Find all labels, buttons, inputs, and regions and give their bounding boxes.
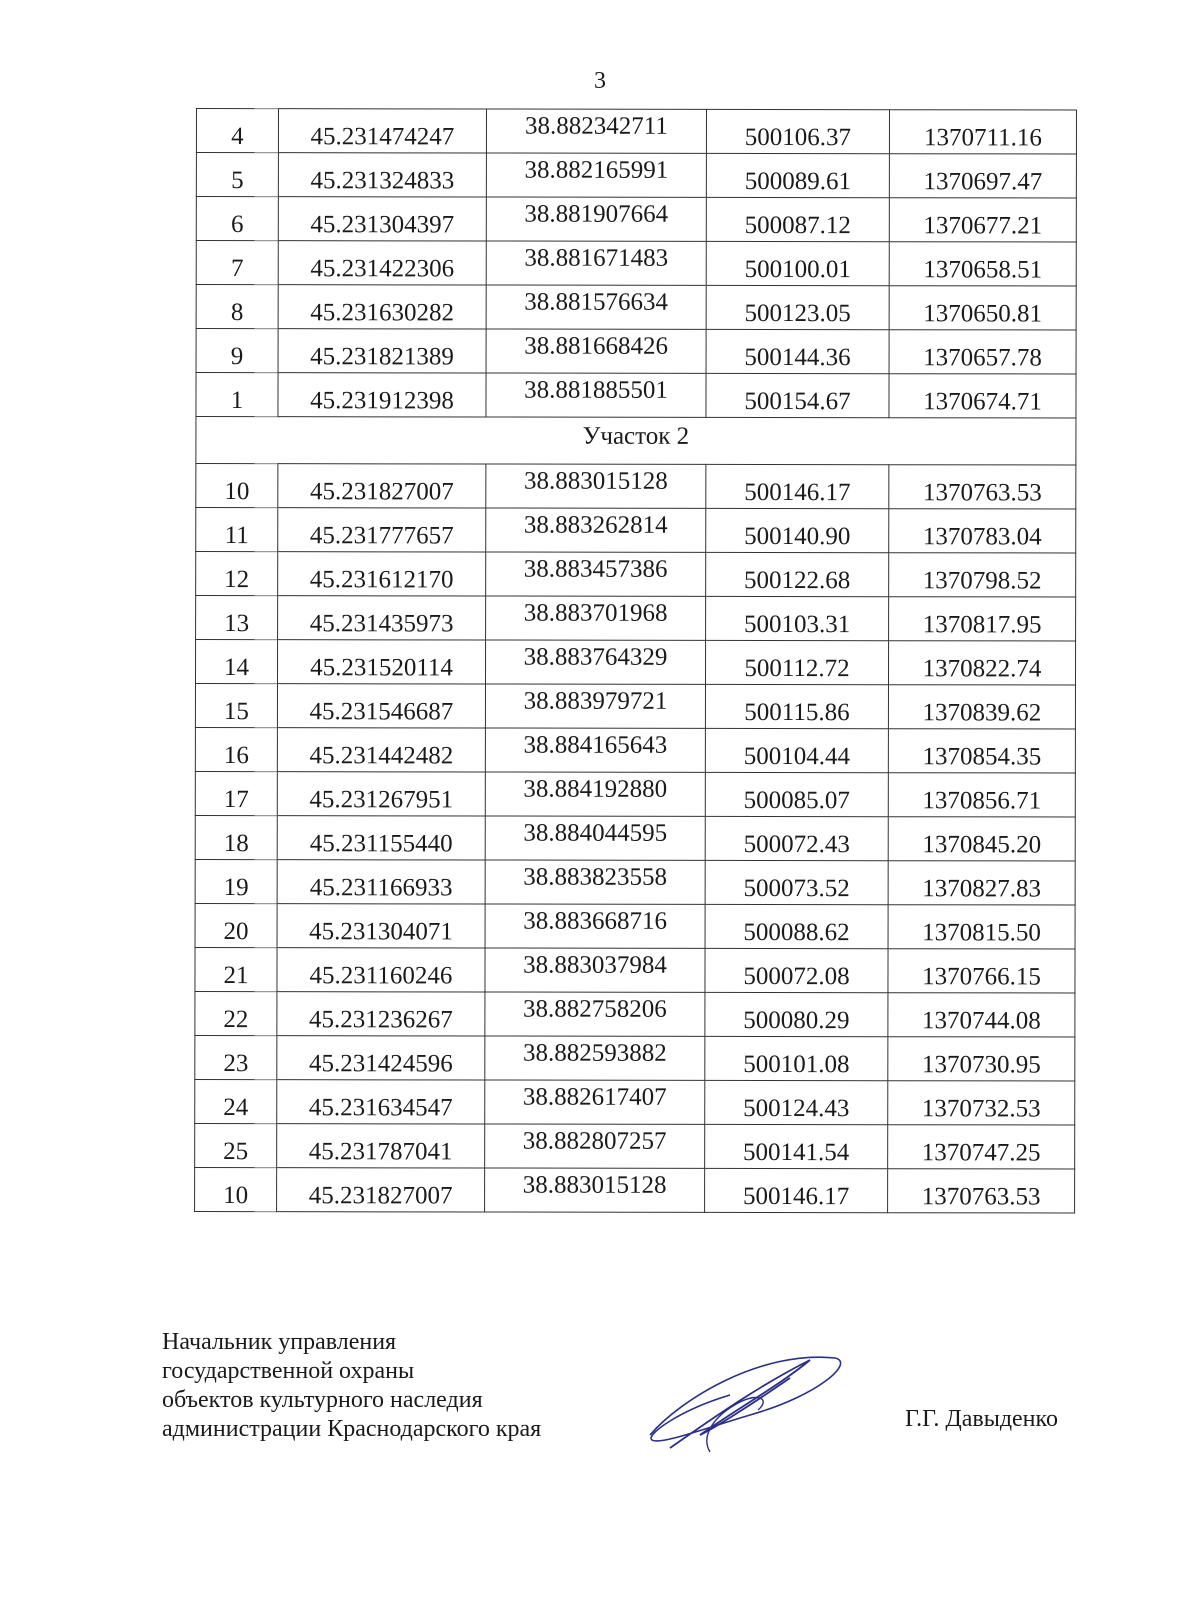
y-coordinate-cell: 1370744.08 [888,993,1075,1037]
table-row [196,464,1076,510]
latitude-cell: 45.231777657 [278,508,486,552]
y-coordinate-cell: 1370845.20 [888,817,1075,861]
longitude-cell: 38.882617407 [485,1080,705,1124]
point-number-cell: 9 [196,329,278,373]
x-coordinate-cell: 500072.43 [705,816,888,860]
point-number-cell: 14 [195,640,277,684]
longitude-cell: 38.882807257 [485,1124,705,1168]
coordinates-table [194,108,1077,1214]
y-coordinate-cell: 1370658.51 [889,242,1076,286]
point-number-cell: 21 [195,947,277,991]
y-coordinate-cell: 1370763.53 [888,1169,1075,1213]
longitude-cell: 38.883979721 [485,684,705,728]
table-row [195,991,1075,1037]
longitude-cell: 38.883823558 [485,860,705,904]
point-number-cell: 1 [196,373,278,417]
latitude-cell: 45.231520114 [277,640,485,684]
coordinates-table-body [195,109,1077,1214]
table-row [195,815,1075,861]
longitude-cell: 38.881907664 [486,197,706,241]
longitude-cell: 38.882758206 [485,992,705,1036]
longitude-cell: 38.881668426 [486,329,706,373]
longitude-cell: 38.884192880 [485,772,705,816]
latitude-cell: 45.231324833 [278,153,486,197]
x-coordinate-cell: 500080.29 [705,992,888,1036]
latitude-cell: 45.231422306 [278,241,486,285]
y-coordinate-cell: 1370766.15 [888,949,1075,993]
table-row [196,109,1076,155]
latitude-cell: 45.231155440 [277,816,485,860]
latitude-cell: 45.231442482 [277,728,485,772]
section-label: Участок 2 [196,417,1076,466]
y-coordinate-cell: 1370674.71 [889,374,1076,418]
table-row [195,859,1075,905]
latitude-cell: 45.231304071 [277,904,485,948]
section-row [196,417,1076,466]
point-number-cell: 8 [196,285,278,329]
table-row [196,197,1076,243]
longitude-cell: 38.882593882 [485,1036,705,1080]
latitude-cell: 45.231634547 [277,1080,485,1124]
longitude-cell: 38.883457386 [486,552,706,596]
x-coordinate-cell: 500146.17 [705,1168,888,1212]
latitude-cell: 45.231630282 [278,285,486,329]
point-number-cell: 19 [195,859,277,903]
signer-name: Г.Г. Давыденко [905,1406,1058,1432]
x-coordinate-cell: 500115.86 [705,684,888,728]
x-coordinate-cell: 500146.17 [706,464,889,508]
table-row [195,1079,1075,1125]
signatory-position-line: Начальник управления [162,1329,397,1355]
point-number-cell: 13 [196,596,278,640]
latitude-cell: 45.231912398 [278,373,486,417]
y-coordinate-cell: 1370783.04 [889,509,1076,553]
latitude-cell: 45.231304397 [278,197,486,241]
point-number-cell: 10 [195,1167,277,1211]
longitude-cell: 38.881885501 [486,373,706,417]
x-coordinate-cell: 500144.36 [706,329,889,373]
table-row [195,947,1075,993]
latitude-cell: 45.231424596 [277,1036,485,1080]
latitude-cell: 45.231236267 [277,992,485,1036]
table-row [195,1167,1075,1213]
point-number-cell: 25 [195,1123,277,1167]
y-coordinate-cell: 1370839.62 [888,685,1075,729]
signatory-position-line: объектов культурного наследия [162,1387,483,1413]
longitude-cell: 38.883764329 [485,640,705,684]
handwritten-signature [640,1340,850,1460]
longitude-cell: 38.881576634 [486,285,706,329]
signatory-position [162,1328,541,1444]
latitude-cell: 45.231160246 [277,948,485,992]
y-coordinate-cell: 1370815.50 [888,905,1075,949]
y-coordinate-cell: 1370711.16 [889,110,1076,154]
point-number-cell: 17 [195,771,277,815]
signatory-position-line: администрации Краснодарского края [162,1416,542,1442]
latitude-cell: 45.231166933 [277,860,485,904]
x-coordinate-cell: 500104.44 [705,728,888,772]
x-coordinate-cell: 500123.05 [706,285,889,329]
x-coordinate-cell: 500103.31 [706,596,889,640]
table-row [196,508,1076,554]
latitude-cell: 45.231435973 [278,596,486,640]
latitude-cell: 45.231787041 [277,1124,485,1168]
table-row [195,640,1075,686]
longitude-cell: 38.883668716 [485,904,705,948]
table-row [196,552,1076,598]
table-row [196,153,1076,199]
point-number-cell: 18 [195,815,277,859]
point-number-cell: 6 [196,197,278,241]
y-coordinate-cell: 1370798.52 [889,553,1076,597]
y-coordinate-cell: 1370827.83 [888,861,1075,905]
x-coordinate-cell: 500088.62 [705,904,888,948]
latitude-cell: 45.231474247 [278,109,486,153]
signatory-position-line: государственной охраны [162,1358,415,1384]
table-row [196,329,1076,375]
y-coordinate-cell: 1370822.74 [888,641,1075,685]
longitude-cell: 38.882165991 [486,153,706,197]
point-number-cell: 4 [196,109,278,153]
longitude-cell: 38.884165643 [485,728,705,772]
x-coordinate-cell: 500089.61 [706,153,889,197]
y-coordinate-cell: 1370763.53 [889,465,1076,509]
y-coordinate-cell: 1370650.81 [889,286,1076,330]
x-coordinate-cell: 500085.07 [705,772,888,816]
table-row [196,596,1076,642]
table-row [196,373,1076,419]
table-row [195,727,1075,773]
y-coordinate-cell: 1370730.95 [888,1037,1075,1081]
y-coordinate-cell: 1370732.53 [888,1081,1075,1125]
table-row [195,1035,1075,1081]
point-number-cell: 24 [195,1079,277,1123]
point-number-cell: 11 [196,508,278,552]
x-coordinate-cell: 500100.01 [706,241,889,285]
x-coordinate-cell: 500106.37 [706,109,889,153]
x-coordinate-cell: 500140.90 [706,508,889,552]
y-coordinate-cell: 1370657.78 [889,330,1076,374]
x-coordinate-cell: 500087.12 [706,197,889,241]
longitude-cell: 38.884044595 [485,816,705,860]
longitude-cell: 38.883037984 [485,948,705,992]
point-number-cell: 23 [195,1035,277,1079]
point-number-cell: 10 [196,464,278,508]
page-number: 3 [594,68,606,94]
point-number-cell: 12 [196,552,278,596]
x-coordinate-cell: 500154.67 [706,373,889,417]
x-coordinate-cell: 500141.54 [705,1124,888,1168]
latitude-cell: 45.231612170 [278,552,486,596]
point-number-cell: 22 [195,991,277,1035]
table-row [195,903,1075,949]
latitude-cell: 45.231821389 [278,329,486,373]
table-row [196,241,1076,287]
longitude-cell: 38.883701968 [486,596,706,640]
point-number-cell: 5 [196,153,278,197]
longitude-cell: 38.883015128 [486,464,706,508]
latitude-cell: 45.231267951 [277,772,485,816]
table-row [195,684,1075,730]
point-number-cell: 15 [195,684,277,728]
x-coordinate-cell: 500073.52 [705,860,888,904]
y-coordinate-cell: 1370854.35 [888,729,1075,773]
table-row [195,771,1075,817]
y-coordinate-cell: 1370817.95 [889,597,1076,641]
y-coordinate-cell: 1370697.47 [889,154,1076,198]
x-coordinate-cell: 500112.72 [705,640,888,684]
longitude-cell: 38.881671483 [486,241,706,285]
latitude-cell: 45.231827007 [278,464,486,508]
point-number-cell: 16 [195,727,277,771]
point-number-cell: 7 [196,241,278,285]
y-coordinate-cell: 1370747.25 [888,1125,1075,1169]
latitude-cell: 45.231546687 [277,684,485,728]
table-row [196,285,1076,331]
longitude-cell: 38.883015128 [485,1168,705,1212]
x-coordinate-cell: 500124.43 [705,1080,888,1124]
latitude-cell: 45.231827007 [277,1168,485,1212]
x-coordinate-cell: 500122.68 [706,552,889,596]
table-row [195,1123,1075,1169]
y-coordinate-cell: 1370677.21 [889,198,1076,242]
x-coordinate-cell: 500072.08 [705,948,888,992]
longitude-cell: 38.883262814 [486,508,706,552]
point-number-cell: 20 [195,903,277,947]
x-coordinate-cell: 500101.08 [705,1036,888,1080]
longitude-cell: 38.882342711 [486,109,706,153]
y-coordinate-cell: 1370856.71 [888,773,1075,817]
